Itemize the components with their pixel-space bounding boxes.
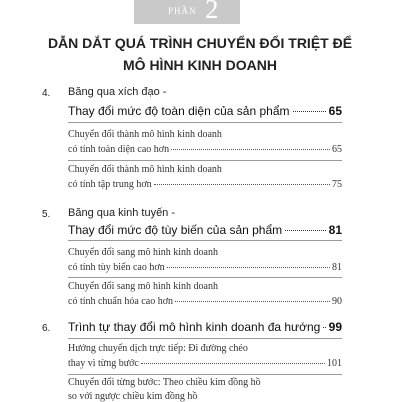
divider — [68, 277, 342, 278]
section-title-line2: so với ngược chiều kim đồng hồ — [68, 391, 198, 402]
chapter-number: 4. — [42, 88, 51, 99]
page-number: 65 — [332, 144, 342, 155]
chapter-title-line2: Thay đổi mức độ tùy biến của sản phẩm — [68, 223, 283, 237]
chapter-title: Trình tự thay đổi mô hình kinh doanh đa hướng — [68, 320, 321, 334]
divider — [68, 374, 342, 375]
chapter-entry[interactable] — [68, 223, 342, 237]
section-entry[interactable] — [68, 179, 342, 190]
divider — [68, 338, 342, 339]
chapter-entry[interactable] — [68, 104, 342, 118]
section-title-line1: Chuyển đổi sang mô hình kinh doanh — [68, 281, 218, 292]
section-title-line1: Chuyển đổi từng bước: Theo chiều kim đồng hồ — [68, 377, 261, 388]
chapter-title-line2: Thay đổi mức độ toàn diện của sản phẩm — [68, 104, 290, 118]
divider — [68, 122, 342, 123]
chapter-title-line1: Băng qua xích đạo - — [68, 86, 167, 98]
leader-dots — [293, 111, 326, 112]
section-title-line2: có tính toàn diện cao hơn — [68, 144, 170, 155]
section-title-line2: có tính chuẩn hóa cao hơn — [68, 296, 173, 307]
leader-dots — [154, 184, 330, 185]
page-number: 101 — [327, 358, 342, 369]
chapter-number: 6. — [42, 323, 51, 334]
section-entry[interactable] — [68, 262, 342, 273]
section-title-line1: Chuyển đổi thành mô hình kinh doanh — [68, 164, 222, 175]
page-number: 90 — [332, 296, 342, 307]
section-title-line2: có tính tùy biến cao hơn — [68, 262, 165, 273]
divider — [68, 160, 342, 161]
chapter-title-line1: Băng qua kinh tuyến - — [68, 207, 176, 219]
divider — [68, 240, 342, 241]
leader-dots — [141, 363, 325, 364]
page-number: 65 — [328, 104, 342, 118]
section-entry[interactable] — [68, 358, 342, 369]
part-title-line1: DẪN DẮT QUÁ TRÌNH CHUYỂN ĐỔI TRIỆT ĐỂ — [47, 35, 353, 51]
leader-dots — [323, 327, 325, 328]
section-title-line1: Hướng chuyển dịch trực tiếp: Đi đường chéo — [68, 343, 248, 354]
leader-dots — [167, 267, 330, 268]
part-header — [134, 0, 240, 24]
section-entry[interactable] — [68, 144, 342, 155]
part-label: PHẦN — [168, 6, 197, 16]
page-number: 99 — [328, 320, 342, 334]
part-title-line2: MÔ HÌNH KINH DOANH — [123, 57, 277, 73]
leader-dots — [175, 301, 330, 302]
page-number: 81 — [332, 262, 342, 273]
page-number: 81 — [328, 223, 342, 237]
leader-dots — [285, 230, 325, 231]
section-title-line2: thay vì từng bước — [68, 358, 139, 369]
part-number: 2 — [205, 0, 219, 24]
leader-dots — [171, 149, 330, 150]
section-title-line1: Chuyển đổi sang mô hình kinh doanh — [68, 247, 218, 258]
chapter-entry[interactable] — [68, 320, 342, 334]
section-title-line2: có tính tập trung hơn — [68, 179, 152, 190]
section-title-line1: Chuyển đổi thành mô hình kinh doanh — [68, 129, 222, 140]
page-number: 75 — [332, 179, 342, 190]
chapter-number: 5. — [42, 209, 51, 220]
section-entry[interactable] — [68, 296, 342, 307]
